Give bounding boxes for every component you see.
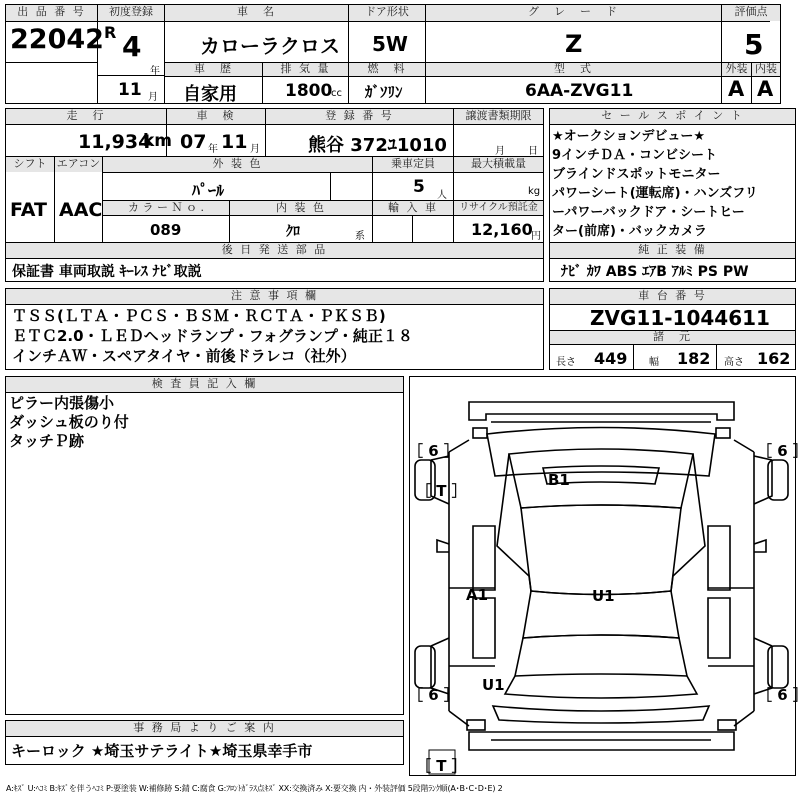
inspector-line: タッチＰ跡: [9, 432, 85, 450]
damage-u1-center: U1: [592, 587, 615, 605]
displacement-label: 排 気 量: [263, 63, 348, 76]
chassis-value: ZVG11-1044611: [590, 306, 770, 330]
reg-month: 11: [118, 80, 142, 100]
width-label: 幅: [649, 357, 659, 368]
spare-bottom: ［ T ］: [416, 757, 467, 775]
plate-value: 熊谷 372ﾕ1010: [308, 135, 447, 156]
recycle-label: リサイクル預託金: [454, 201, 543, 215]
tire-fl-grade: ［ 6 ］: [408, 442, 459, 460]
model-label: 型 式: [426, 63, 721, 76]
inspection-month: 11: [221, 131, 248, 153]
sales-point-lines: [552, 127, 795, 241]
notes-line: ＴＳＳ(ＬＴＡ・ＰＣＳ・ＢＳＭ・ＲＣＴＡ・ＰＫＳＢ): [12, 307, 386, 325]
equipment-value: ﾅﾋﾞ ｶﾜ ABS ｴｱB ｱﾙﾐ PS PW: [561, 264, 749, 280]
legend: A:ｷｽﾞ U:ﾍｺﾐ B:ｷｽﾞを伴うﾍｺﾐ P:要塗装 W:補修跡 S:錆 C:腐食 G:ﾌﾛﾝﾄｶﾞﾗｽ点ｷｽﾞ XX:交換済み X:要交換 内・外装評価 5段階ﾗﾝｸ順(A･B･C･D･E) 2: [6, 784, 503, 793]
damage-b1: B1: [548, 471, 570, 489]
damage-a1: A1: [466, 586, 489, 604]
length-value: 449: [594, 349, 628, 368]
notes-line: ＥＴＣ2.0・ＬＥＤヘッドランプ・フォグランプ・純正１８: [12, 327, 413, 345]
import-label: 輸 入 車: [373, 201, 453, 215]
history-label: 車 歴: [165, 63, 262, 76]
fuel-label: 燃 料: [349, 63, 425, 76]
inspector-line: ダッシュ板のり付: [9, 413, 129, 431]
mileage-label: 走 行: [6, 109, 166, 124]
displacement-value: 1800: [285, 81, 333, 101]
dims-label: 諸 元: [550, 331, 795, 344]
color-label: 外 装 色: [103, 157, 372, 172]
fuel-value: ｶﾞｿﾘﾝ: [365, 83, 403, 101]
transfer-day-unit: 日: [528, 146, 538, 157]
sales-point-line: パワーシート(運転席)・ハンズフリ: [552, 186, 758, 201]
inspector-label: 検 査 員 記 入 欄: [6, 377, 403, 392]
mileage-unit: km: [143, 131, 173, 151]
interior-color-unit: 系: [355, 231, 365, 242]
score-label: 評価点: [722, 5, 780, 21]
color-no-label: カ ラ ー Ｎ ｏ .: [103, 201, 229, 215]
sales-point-line: 9インチＤＡ・コンビシート: [552, 148, 718, 163]
load-label: 最大積載量: [454, 157, 543, 172]
first-reg-label: 初度登録: [98, 5, 164, 21]
office-label: 事 務 局 よ り ご 案 内: [6, 721, 403, 736]
interior-color-value: ｸﾛ: [286, 224, 300, 240]
month-unit: 月: [148, 92, 158, 103]
inspection-month-unit: 月: [250, 144, 260, 155]
tire-rl-grade: ［ 6 ］: [408, 686, 459, 704]
exterior-label: 外装: [722, 63, 751, 76]
score-value: 5: [744, 28, 764, 61]
length-label: 長さ: [556, 357, 576, 368]
sales-point-label: セ ー ル ス ポ イ ン ト: [550, 109, 795, 124]
grade-value: Z: [565, 30, 583, 58]
shift-label: シフト: [6, 157, 54, 172]
tire-rr-grade: ［ 6 ］: [757, 686, 808, 704]
exterior-value: A: [728, 77, 745, 101]
damage-u1-rear: U1: [482, 676, 505, 694]
car-diagram: [409, 376, 796, 776]
inspector-lines: [9, 394, 399, 451]
height-label: 高さ: [724, 357, 744, 368]
notes-lines: [12, 306, 542, 366]
capacity-unit: 人: [437, 190, 447, 201]
mileage-value: 11,934: [78, 131, 152, 153]
inspection-year: 07: [180, 131, 207, 153]
tire-fr-grade: ［ 6 ］: [757, 442, 808, 460]
recycle-unit: 円: [531, 231, 541, 242]
recycle-value: 12,160: [471, 220, 533, 239]
door-label: ドア形状: [349, 5, 425, 21]
office-value: キーロック ★埼玉サテライト★埼玉県幸手市: [11, 742, 313, 760]
interior-label: 内装: [752, 63, 780, 76]
lot-label: 出 品 番 号: [6, 5, 97, 21]
grade-label: グ レ ー ド: [426, 5, 721, 21]
interior-value: A: [757, 77, 774, 101]
sales-point-line: ブラインドスポットモニター: [552, 167, 721, 182]
history-value: 自家用: [183, 84, 237, 105]
inspector-line: ピラー内張傷小: [9, 394, 115, 412]
lot-number: 22042: [10, 24, 104, 55]
inspection-label: 車 検: [167, 109, 265, 124]
reg-year: 4: [122, 30, 142, 63]
color-no-value: 089: [150, 221, 182, 239]
model-value: 6AA-ZVG11: [525, 81, 634, 101]
car-name-label: 車 名: [165, 5, 348, 21]
transfer-label: 譲渡書類期限: [454, 109, 543, 124]
notes-label: 注 意 事 項 欄: [6, 289, 543, 304]
equipment-label: 純 正 装 備: [550, 243, 795, 258]
ac-label: エアコン: [56, 157, 101, 170]
ac-value: AAC: [59, 199, 103, 221]
sales-point-line: ★オークションデビュー★: [552, 129, 706, 144]
sales-point-line: ター(前席)・バックカメラ: [552, 224, 707, 239]
inspection-year-unit: 年: [208, 144, 218, 155]
interior-color-label: 内 装 色: [230, 201, 372, 215]
transfer-month-unit: 月: [495, 146, 505, 157]
year-unit: 年: [150, 66, 160, 77]
sendlater-value: 保証書 車両取説 ｷｰﾚｽ ﾅﾋﾞ取説: [12, 264, 202, 280]
reiwa-mark: R: [104, 23, 117, 42]
width-value: 182: [677, 349, 711, 368]
spare-top: ［ T ］: [416, 482, 467, 500]
capacity-value: 5: [413, 177, 425, 197]
sendlater-label: 後 日 発 送 部 品: [6, 243, 543, 258]
sales-point-line: ーパワーバックドア・シートヒー: [552, 205, 745, 220]
height-value: 162: [757, 349, 791, 368]
door-value: 5W: [372, 32, 408, 56]
load-unit: kg: [528, 186, 541, 197]
shift-value: FAT: [10, 199, 47, 221]
car-name: カローラクロス: [200, 34, 340, 58]
displacement-unit: cc: [331, 88, 342, 99]
color-value: ﾊﾟｰﾙ: [192, 181, 225, 200]
chassis-label: 車 台 番 号: [550, 289, 795, 304]
plate-label: 登 録 番 号: [266, 109, 453, 124]
capacity-label: 乗車定員: [373, 157, 453, 172]
notes-line: インチＡＷ・スペアタイヤ・前後ドラレコ（社外）: [12, 347, 356, 365]
